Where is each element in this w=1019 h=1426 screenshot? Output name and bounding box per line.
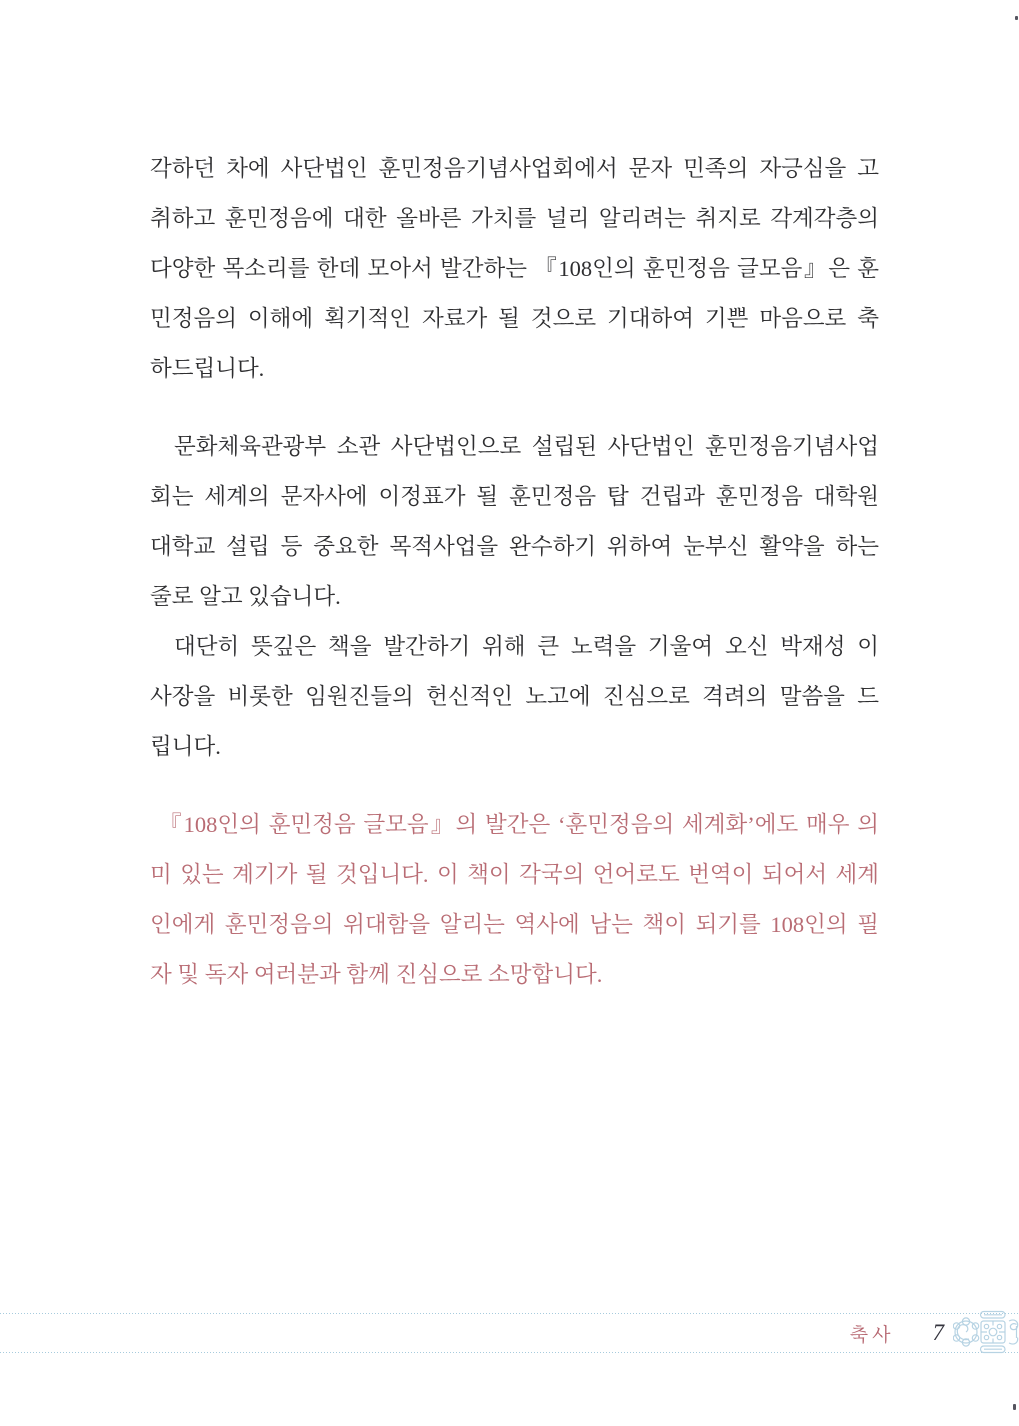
- paragraph-2: [150, 422, 879, 622]
- text-line: 회는 세계의 문자사에 이정표가 될 훈민정음 탑 건립과 훈민정음 대학원: [150, 484, 879, 509]
- text-line: 립니다.: [150, 734, 221, 759]
- scan-speck: [1015, 16, 1018, 20]
- footer-bottom-dotted-rule: [0, 1352, 1019, 1353]
- text-line: 하드립니다.: [150, 356, 265, 381]
- text-line: 자 및 독자 여러분과 함께 진심으로 소망합니다.: [150, 962, 603, 987]
- page-footer: [0, 1314, 1019, 1352]
- text-line: 줄로 알고 있습니다.: [150, 584, 341, 609]
- cloud-lattice-ornament-icon: [953, 1310, 1019, 1354]
- text-line: 미 있는 계기가 될 것입니다. 이 책이 각국의 언어로도 번역이 되어서 세계: [150, 862, 879, 887]
- text-line: 각하던 차에 사단법인 훈민정음기념사업회에서 문자 민족의 자긍심을 고: [150, 156, 879, 181]
- section-label: 축사: [849, 1324, 895, 1346]
- paragraph-3: [150, 622, 879, 772]
- text-line: 민정음의 이해에 획기적인 자료가 될 것으로 기대하여 기쁜 마음으로 축: [150, 306, 879, 331]
- paragraph-4: [150, 800, 879, 1000]
- text-line: 대단히 뜻깊은 책을 발간하기 위해 큰 노력을 기울여 오신 박재성 이: [174, 634, 879, 659]
- paragraph-1: [150, 144, 879, 394]
- congratulatory-text-block: [150, 144, 879, 1000]
- text-line: 인에게 훈민정음의 위대함을 알리는 역사에 남는 책이 되기를 108인의 필: [150, 912, 879, 937]
- text-line: 취하고 훈민정음에 대한 올바른 가치를 널리 알리려는 취지로 각계각층의: [150, 206, 879, 231]
- text-line: 다양한 목소리를 한데 모아서 발간하는 『108인의 훈민정음 글모음』은 훈: [150, 256, 879, 281]
- scan-speck: [1013, 1404, 1016, 1410]
- text-line: 『108인의 훈민정음 글모음』의 발간은 ‘훈민정음의 세계화’에도 매우 의: [159, 812, 879, 837]
- text-line: 문화체육관광부 소관 사단법인으로 설립된 사단법인 훈민정음기념사업: [174, 434, 879, 459]
- page-number: 7: [932, 1320, 944, 1345]
- text-line: 사장을 비롯한 임원진들의 헌신적인 노고에 진심으로 격려의 말씀을 드: [150, 684, 879, 709]
- text-line: 대학교 설립 등 중요한 목적사업을 완수하기 위하여 눈부신 활약을 하는: [150, 534, 879, 559]
